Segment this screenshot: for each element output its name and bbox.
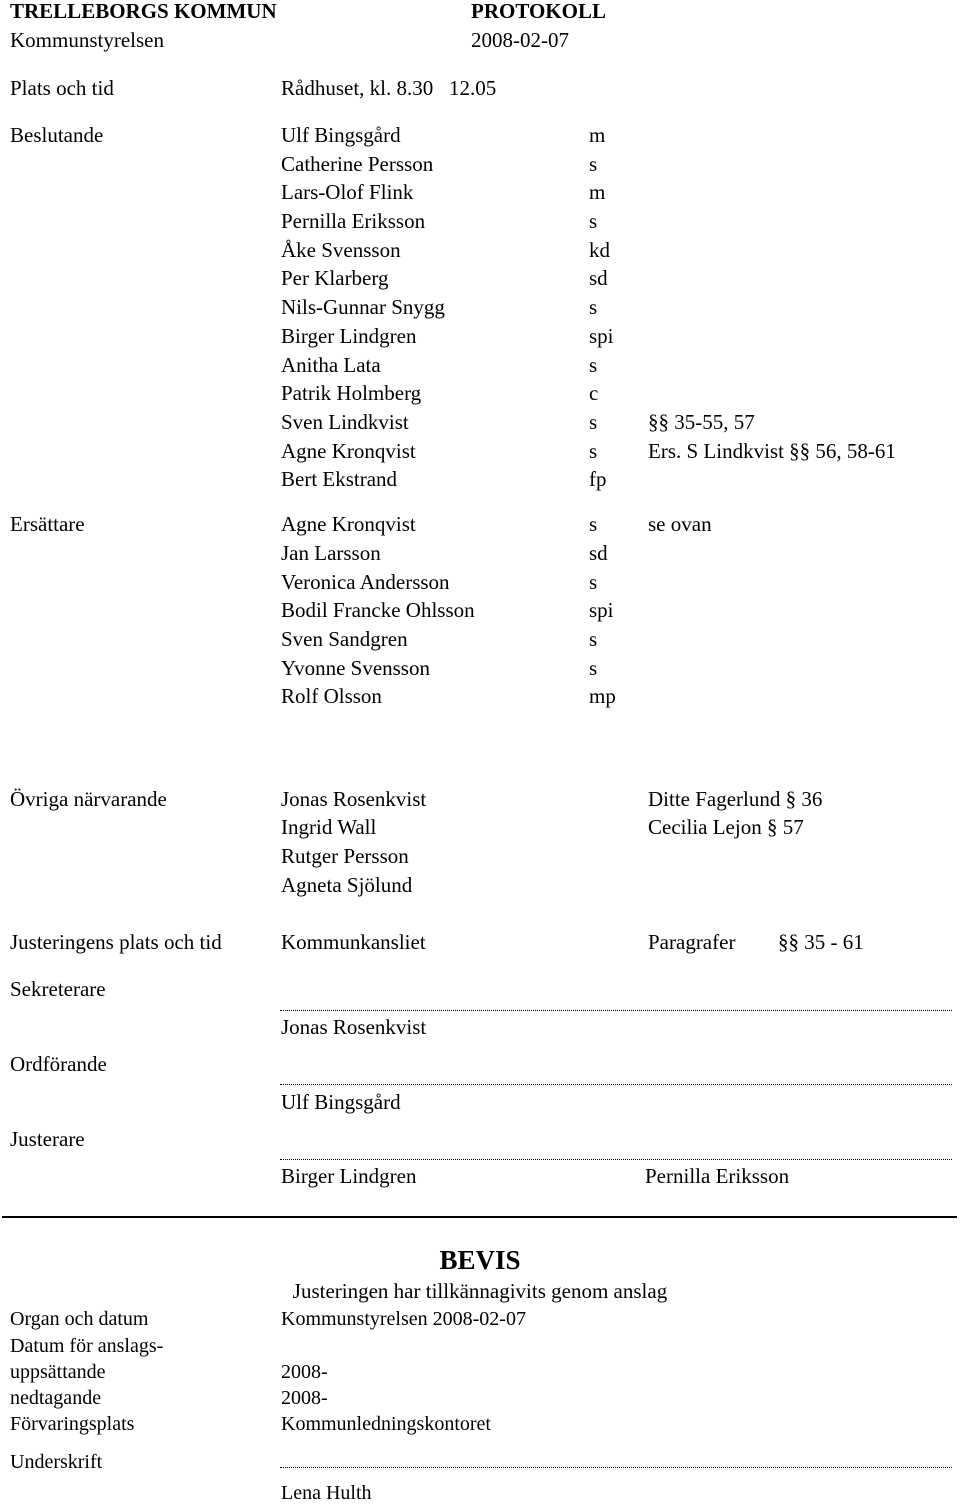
member-party: s: [589, 512, 598, 536]
underskrift-label: Underskrift: [10, 1451, 103, 1473]
member-party: s: [589, 209, 598, 233]
member-party: sd: [589, 541, 608, 565]
sekreterare-name: Jonas Rosenkvist: [281, 1015, 427, 1039]
bevis-row-label: Datum för anslags-: [10, 1335, 164, 1357]
member-name: Catherine Persson: [281, 152, 434, 176]
member-party: s: [589, 353, 598, 377]
member-name: Anitha Lata: [281, 353, 381, 377]
member-party: s: [589, 410, 598, 434]
body-name: Kommunstyrelsen: [10, 28, 164, 52]
member-party: s: [589, 295, 598, 319]
signature-line: [280, 1010, 952, 1011]
ovriga-person: Ditte Fagerlund § 36: [648, 787, 823, 811]
member-party: fp: [589, 467, 607, 491]
member-party: s: [589, 627, 598, 651]
bevis-row-value: Kommunstyrelsen 2008-02-07: [281, 1308, 526, 1330]
paragrafer-value: §§ 35 - 61: [778, 930, 864, 954]
member-name: Rolf Olsson: [281, 684, 382, 708]
member-name: Patrik Holmberg: [281, 381, 422, 405]
bevis-row-value: 2008-: [281, 1387, 328, 1409]
ovriga-label: Övriga närvarande: [10, 787, 167, 811]
member-note: se ovan: [648, 512, 712, 536]
member-name: Bodil Francke Ohlsson: [281, 598, 475, 622]
bevis-row-label: nedtagande: [10, 1387, 102, 1409]
beslutande-label: Beslutande: [10, 123, 104, 147]
justering-label: Justeringens plats och tid: [10, 930, 222, 954]
bevis-row-value: 2008-: [281, 1361, 328, 1383]
member-party: kd: [589, 238, 610, 262]
ovriga-person: Agneta Sjölund: [281, 873, 413, 897]
justerare-name-2: Pernilla Eriksson: [645, 1164, 790, 1188]
place-time-label: Plats och tid: [10, 76, 114, 100]
member-name: Lars-Olof Flink: [281, 180, 414, 204]
member-note: §§ 35-55, 57: [648, 410, 755, 434]
member-name: Agne Kronqvist: [281, 512, 416, 536]
member-name: Per Klarberg: [281, 266, 389, 290]
member-party: s: [589, 152, 598, 176]
member-note: Ers. S Lindkvist §§ 56, 58-61: [648, 439, 896, 463]
bevis-title: BEVIS: [439, 1245, 521, 1275]
justerare-label: Justerare: [10, 1127, 85, 1151]
bevis-row-label: Organ och datum: [10, 1308, 149, 1330]
member-name: Nils-Gunnar Snygg: [281, 295, 445, 319]
member-name: Yvonne Svensson: [281, 656, 430, 680]
member-party: c: [589, 381, 599, 405]
ersattare-label: Ersättare: [10, 512, 85, 536]
member-name: Sven Lindkvist: [281, 410, 409, 434]
section-divider: [2, 1216, 957, 1218]
member-party: m: [589, 123, 606, 147]
org-name: TRELLEBORGS KOMMUN: [10, 0, 277, 23]
member-party: s: [589, 570, 598, 594]
member-party: sd: [589, 266, 608, 290]
place-time-value: Rådhuset, kl. 8.30 12.05: [281, 76, 497, 100]
meeting-date: 2008-02-07: [471, 28, 569, 52]
justerare-name-1: Birger Lindgren: [281, 1164, 417, 1188]
member-party: spi: [589, 598, 614, 622]
ordforande-name: Ulf Bingsgård: [281, 1090, 401, 1114]
signature-line: [280, 1084, 952, 1085]
bevis-subtitle: Justeringen har tillkännagivits genom anslag: [292, 1279, 668, 1303]
doc-type: PROTOKOLL: [471, 0, 606, 23]
member-name: Åke Svensson: [281, 238, 401, 262]
member-party: mp: [589, 684, 616, 708]
signature-line: [280, 1467, 952, 1468]
member-party: s: [589, 439, 598, 463]
member-name: Birger Lindgren: [281, 324, 417, 348]
member-name: Bert Ekstrand: [281, 467, 398, 491]
ovriga-person: Ingrid Wall: [281, 815, 377, 839]
bevis-row-label: uppsättande: [10, 1361, 106, 1383]
member-party: s: [589, 656, 598, 680]
sekreterare-label: Sekreterare: [10, 977, 106, 1001]
paragrafer-label: Paragrafer: [648, 930, 736, 954]
signature-line: [280, 1159, 952, 1160]
ordforande-label: Ordförande: [10, 1052, 107, 1076]
ovriga-person: Rutger Persson: [281, 844, 409, 868]
ovriga-person: Jonas Rosenkvist: [281, 787, 427, 811]
member-name: Veronica Andersson: [281, 570, 450, 594]
ovriga-person: Cecilia Lejon § 57: [648, 815, 804, 839]
bevis-row-label: Förvaringsplats: [10, 1413, 135, 1435]
member-name: Sven Sandgren: [281, 627, 408, 651]
underskrift-name: Lena Hulth: [281, 1482, 372, 1504]
member-name: Ulf Bingsgård: [281, 123, 401, 147]
bevis-row-value: Kommunledningskontoret: [281, 1413, 491, 1435]
member-name: Jan Larsson: [281, 541, 381, 565]
member-party: spi: [589, 324, 614, 348]
justering-place: Kommunkansliet: [281, 930, 426, 954]
member-party: m: [589, 180, 606, 204]
member-name: Agne Kronqvist: [281, 439, 416, 463]
member-name: Pernilla Eriksson: [281, 209, 426, 233]
